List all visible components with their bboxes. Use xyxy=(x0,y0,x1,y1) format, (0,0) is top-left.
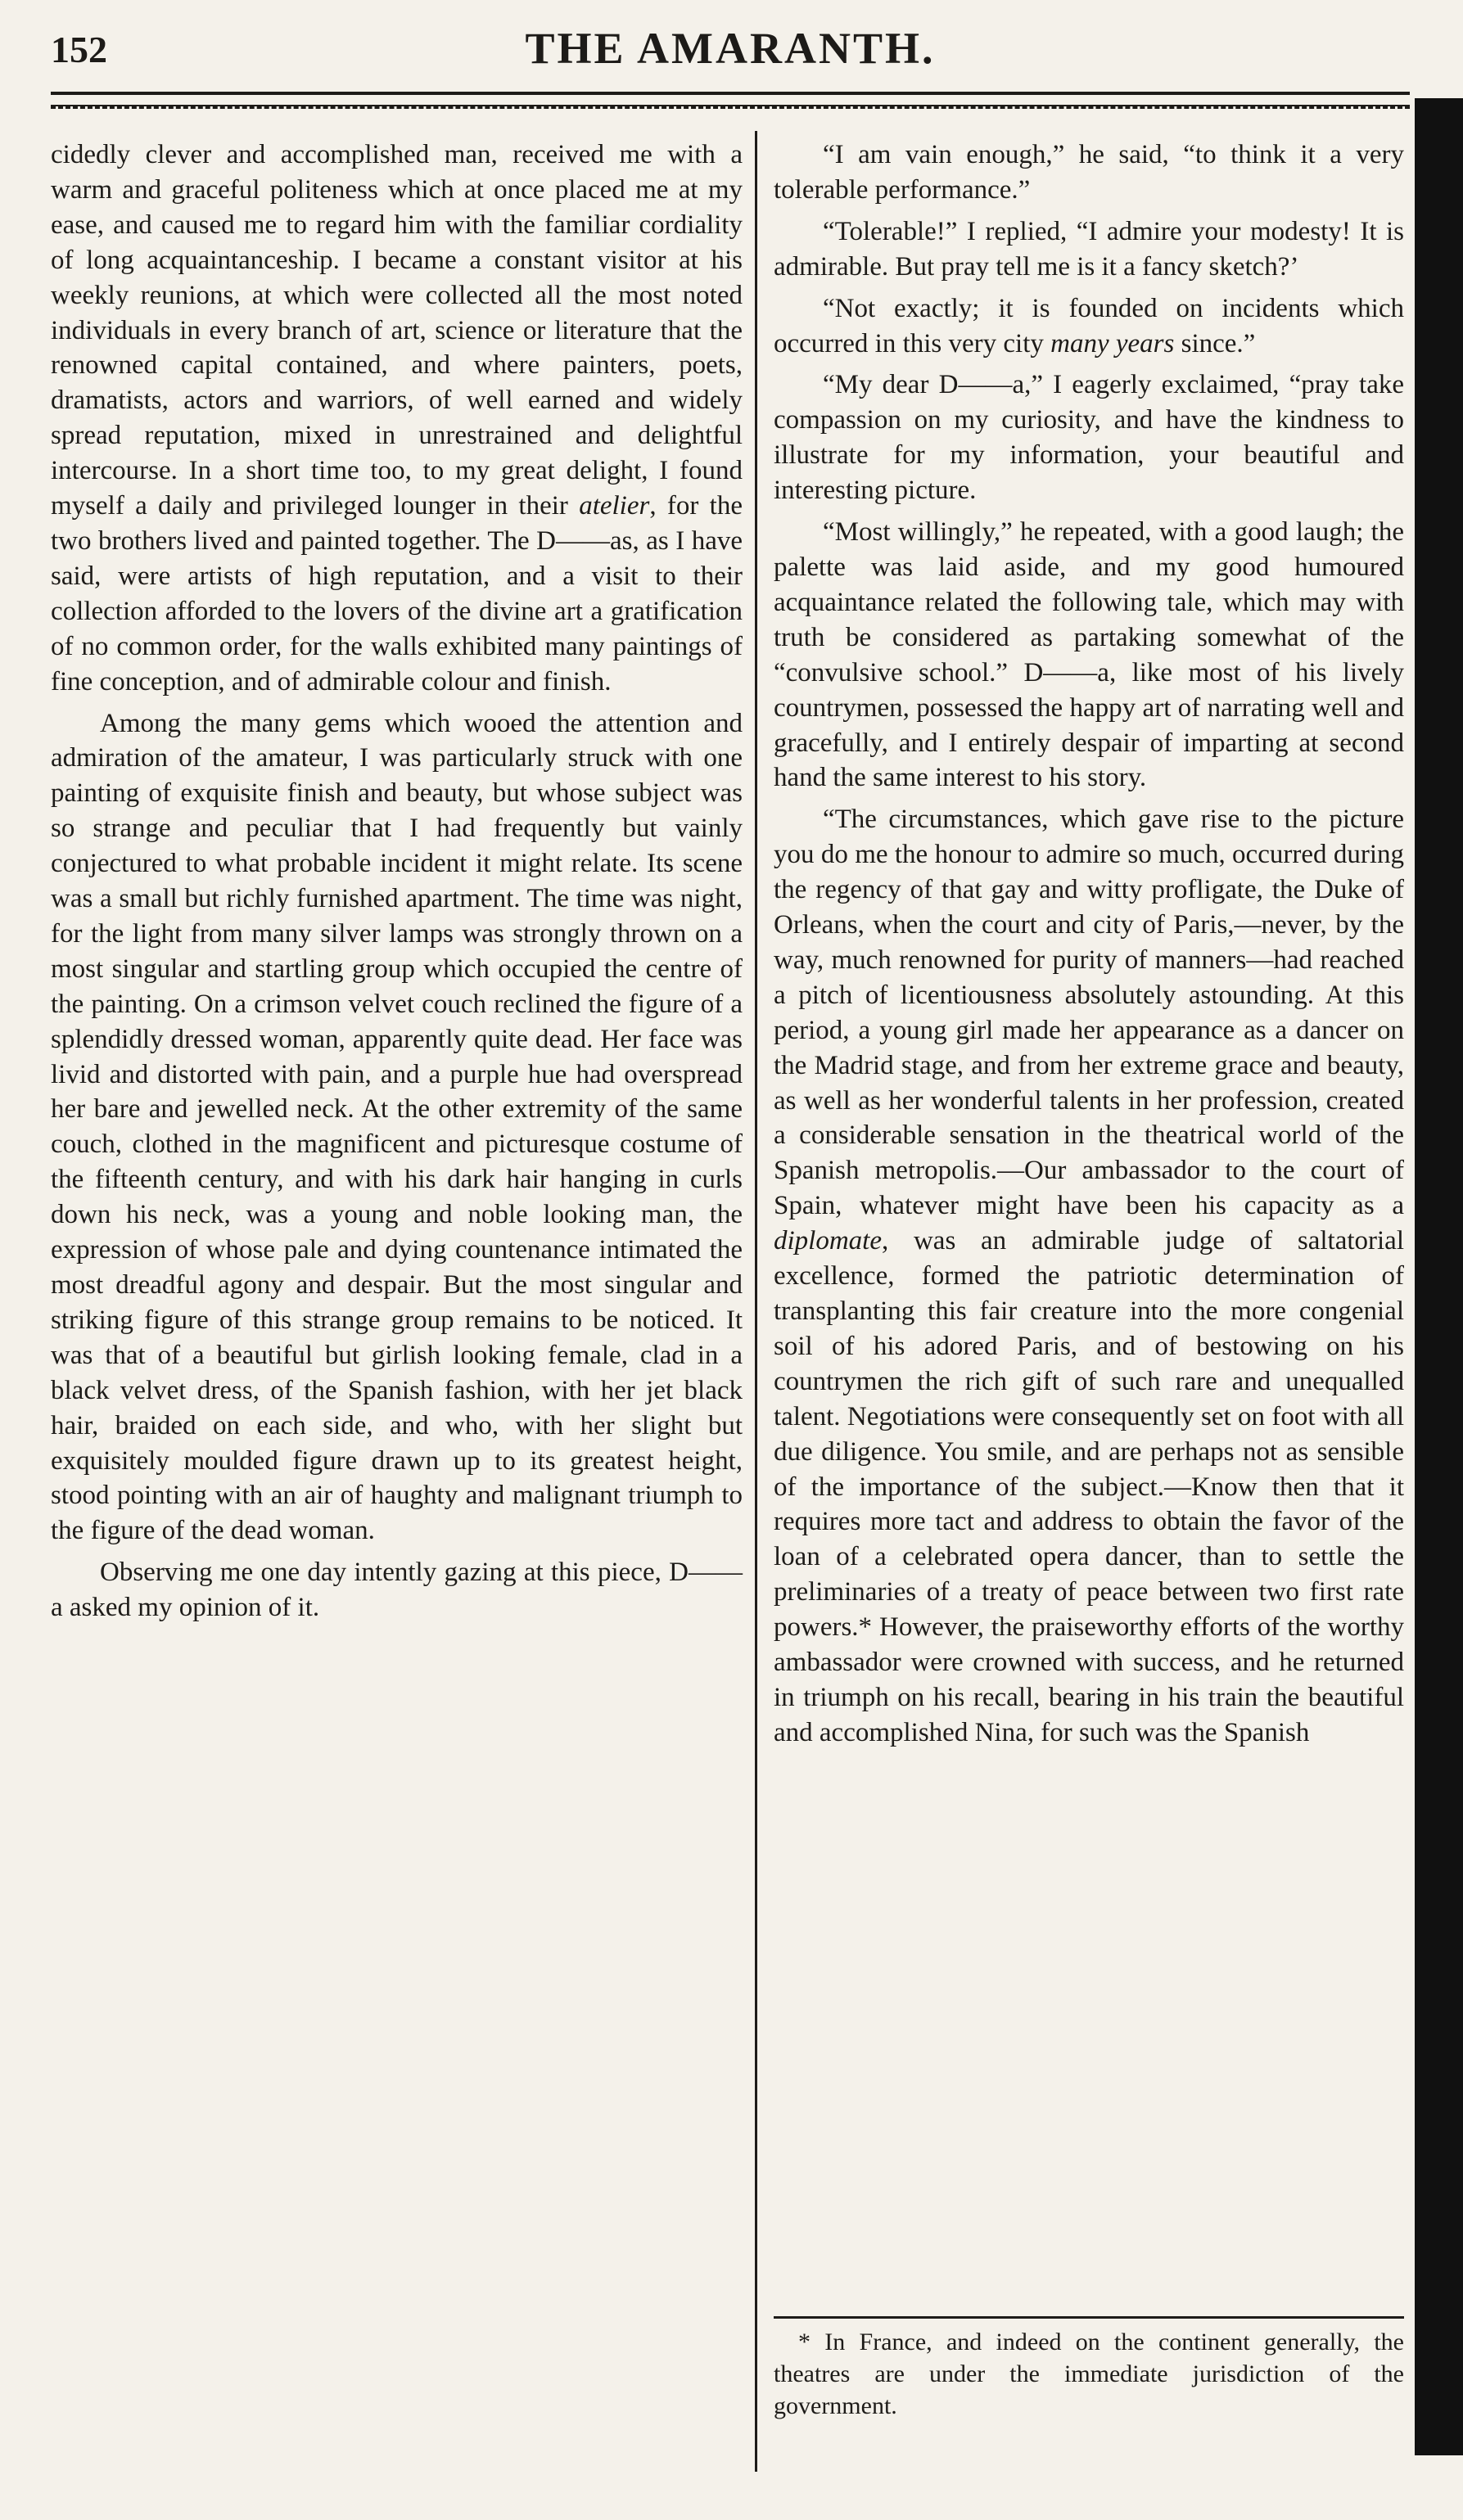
italic-atelier: atelier xyxy=(579,491,650,521)
left-paragraph-2: Among the many gems which wooed the attention and admiration of the amateur, I was particularly struck with one painting of exquisite finish and beauty, but whose subject was so strange and peculiar that I had frequently but vainly conjectured to what probable incident it might relate. Its scene was a small but richly furnished apartment. The time was night, for the light from many silver lamps was strongly thrown on a most singular and startling group which occupied the centre of the painting. On a crimson velvet couch reclined the figure of a splendidly dressed woman, apparently quite dead. Her face was livid and distorted with pain, and a purple hue had overspread her bare and jewelled neck. At the other extremity of the same couch, clothed in the magnificent and picturesque costume of the fifteenth century, and with his dark hair hanging in curls down his neck, was a young and noble looking man, the expression of whose pale and dying countenance intimated the most dreadful agony and despair. But the most singular and striking figure of this strange group remains to be noticed. It was that of a beautiful but girlish looking female, clad in a black velvet dress, of the Spanish fashion, with her jet black hair, braided on each side, and who, with her slight but exquisitely moulded figure drawn up to its greatest height, stood pointing with an air of haughty and malignant triumph to the figure of the dead woman. xyxy=(51,708,743,1546)
left-paragraph-1: cidedly clever and accomplished man, received me with a warm and graceful politeness which at once placed me at my ease, and caused me to regard him with the familiar cordiality of long acquaintanceship. I became a constant visitor at his weekly reunions, at which were collected all the most noted individuals in every branch of art, science or literature that the renowned capital contained, and where painters, poets, dramatists, actors and warriors, of well earned and widely spread reputation, mixed in unrestrained and delightful intercourse. In a short time too, to my great delight, I found myself a daily and privileged lounger in their atelier, for the two brothers lived and painted together. The D——as, as I have said, were artists of high reputation, and a visit to their collection afforded to the lovers of the divine art a gratification of no common order, for the walls exhibited many paintings of fine conception, and of admirable colour and finish. xyxy=(51,140,743,696)
header-double-rule xyxy=(51,92,1410,106)
footnote: * In France, and indeed on the continent generally, the theatres are under the immediate jurisdiction of the government. xyxy=(774,2328,1404,2419)
scan-edge-shadow xyxy=(1415,98,1463,2455)
page-header xyxy=(51,23,1410,80)
footnote-rule xyxy=(774,2316,1404,2319)
right-paragraph-3: “Not exactly; it is founded on incidents which occurred in this very city many years since.” xyxy=(774,293,1404,358)
column-divider xyxy=(755,131,757,2472)
italic-diplomate: diplomate xyxy=(774,1226,882,1256)
right-paragraph-6: “The circumstances, which gave rise to the picture you do me the honour to admire so much, occurred during the regency of that gay and witty profligate, the Duke of Orleans, when the court and city of Paris,—never, by the way, much renowned for purity of manners—had reached a pitch of licentiousness absolutely astounding. At this period, a young girl made her appearance as a dancer on the Madrid stage, and from her extreme grace and beauty, as well as her wonderful talents in her profession, created a considerable sensation in the theatrical world of the Spanish metropolis.—Our ambassador to the court of Spain, whatever might have been his capacity as a diplomate, was an admirable judge of saltatorial excellence, formed the patriotic determination of transplanting this fair creature into the more congenial soil of his adored Paris, and of bestowing on his countrymen the rich gift of such rare and unequalled talent. Negotiations were consequently set on foot with all due diligence. You smile, and are perhaps not as sensible of the importance of the subject.—Know then that it requires more tact and address to obtain the favor of the loan of a celebrated opera dancer, than to settle the preliminaries of a treaty of peace between two first rate powers.* However, the praiseworthy efforts of the worthy ambassador were crowned with success, and he returned in triumph on his recall, bearing in his train the beautiful and accomplished Nina, for such was the Spanish xyxy=(774,805,1404,1747)
right-paragraph-1: “I am vain enough,” he said, “to think it a very tolerable performance.” xyxy=(774,140,1404,205)
right-paragraph-2: “Tolerable!” I replied, “I admire your modesty! It is admirable. But pray tell me is it a fancy sketch?’ xyxy=(774,216,1404,282)
page-number: 152 xyxy=(51,29,107,70)
right-paragraph-5: “Most willingly,” he repeated, with a good laugh; the palette was laid aside, and my good humoured acquaintance related the following tale, which may with truth be considered as partaking somewhat of the “convulsive school.” D——a, like most of his lively countrymen, possessed the happy art of narrating well and gracefully, and I entirely despair of imparting at second hand the same interest to his story. xyxy=(774,517,1404,793)
header-dashed-rule xyxy=(51,106,1410,109)
right-paragraph-4: “My dear D——a,” I eagerly exclaimed, “pray take compassion on my curiosity, and have the kindness to illustrate for my information, your beautiful and interesting picture. xyxy=(774,370,1404,506)
running-title: THE AMARANTH. xyxy=(525,24,936,73)
italic-many-years: many years xyxy=(1050,328,1175,358)
left-column xyxy=(51,137,743,1625)
left-paragraph-3: Observing me one day intently gazing at this piece, D——a asked my opinion of it. xyxy=(51,1558,743,1623)
right-column xyxy=(774,137,1404,1751)
